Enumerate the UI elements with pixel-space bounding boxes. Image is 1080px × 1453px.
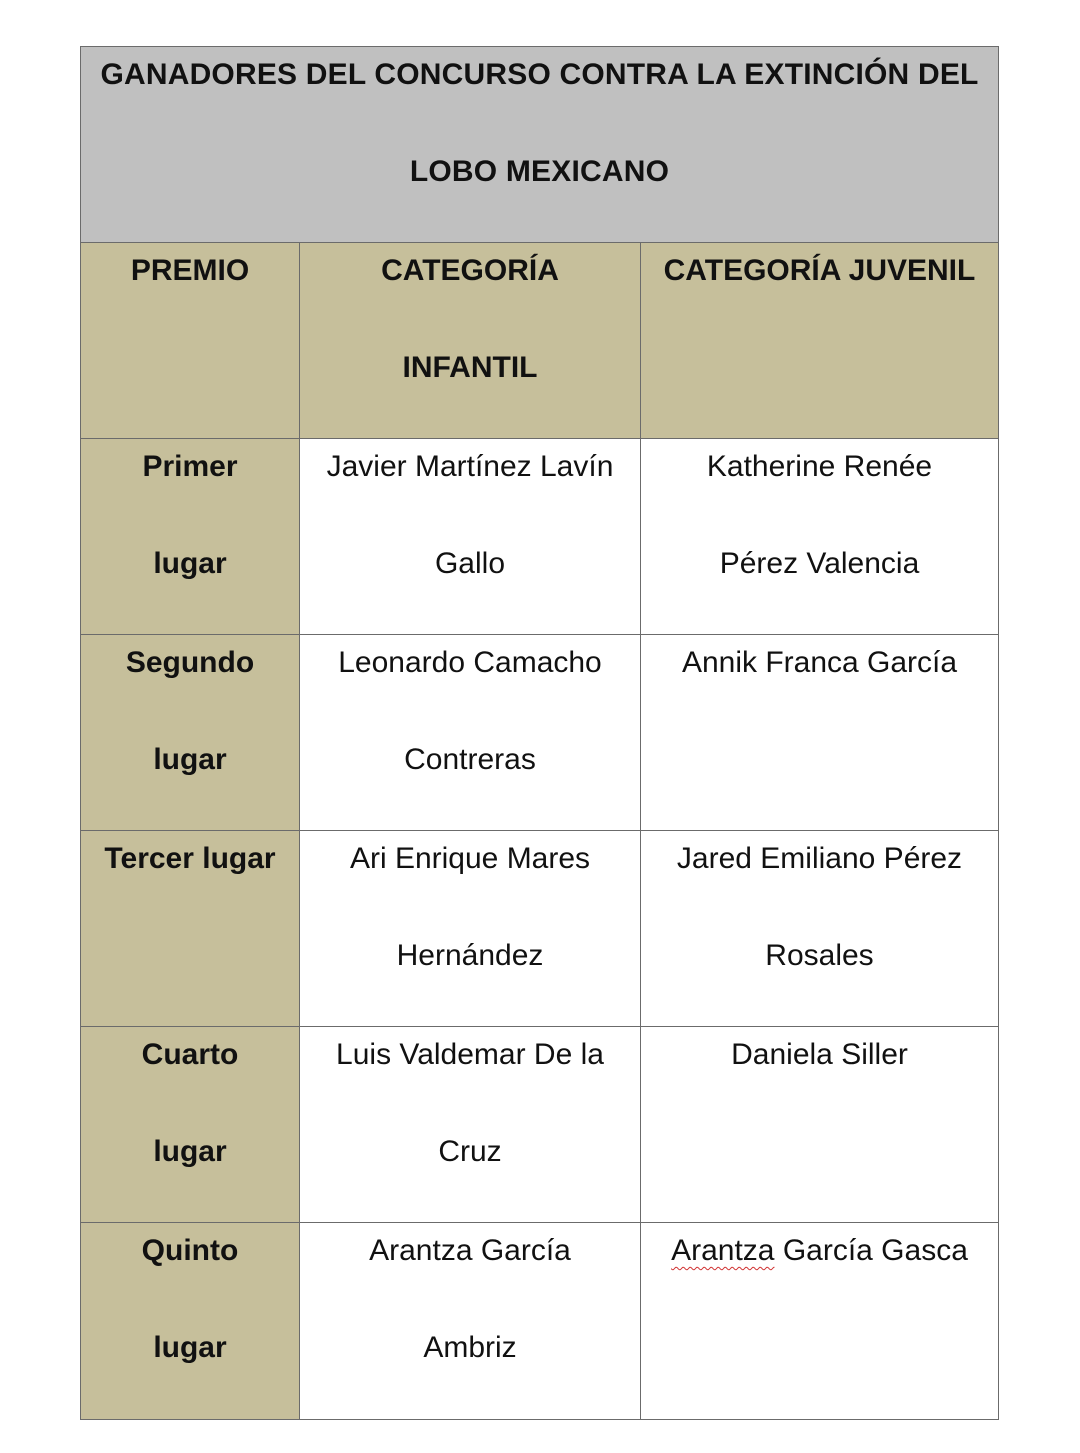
infantil-winner-cell: Leonardo Camacho Contreras xyxy=(300,635,641,830)
juvenil-winner-cell: Daniela Siller xyxy=(731,1038,908,1071)
winners-table xyxy=(80,46,999,1420)
infantil-winner-cell: Arantza García Ambriz xyxy=(300,1223,641,1419)
title-line-1: GANADORES DEL CONCURSO CONTRA LA EXTINCIÓN DEL xyxy=(100,58,979,91)
table-row xyxy=(81,831,998,1027)
juvenil-winner-cell: Annik Franca García xyxy=(681,646,958,679)
prize-cell: Tercer lugar xyxy=(81,831,300,1026)
table-row xyxy=(81,635,998,831)
prize-cell: Segundo lugar xyxy=(81,635,300,830)
table-title xyxy=(81,47,998,243)
prize-cell: Cuarto lugar xyxy=(81,1027,300,1222)
infantil-winner-cell: Luis Valdemar De la Cruz xyxy=(300,1027,641,1222)
prize-cell: Quinto lugar xyxy=(81,1223,300,1419)
title-line-2: LOBO MEXICANO xyxy=(409,155,670,188)
header-categoria-infantil: CATEGORÍA INFANTIL xyxy=(300,243,641,438)
table-row xyxy=(81,1223,998,1419)
header-premio: PREMIO xyxy=(81,243,300,438)
table-row xyxy=(81,1027,998,1223)
juvenil-winner-cell: Jared Emiliano Pérez Rosales xyxy=(676,842,963,972)
infantil-winner-cell: Ari Enrique Mares Hernández xyxy=(300,831,641,1026)
juvenil-winner-cell xyxy=(641,1223,998,1419)
table-row xyxy=(81,439,998,635)
header-row xyxy=(81,243,998,439)
header-categoria-juvenil: CATEGORÍA JUVENIL xyxy=(641,243,998,438)
juvenil-name-line: Arantza García Gasca xyxy=(671,1234,968,1267)
spellcheck-underlined-word: Arantza xyxy=(671,1234,775,1267)
prize-cell: Primer lugar xyxy=(81,439,300,634)
juvenil-winner-cell: Katherine Renée Pérez Valencia xyxy=(706,450,933,580)
infantil-winner-cell: Javier Martínez Lavín Gallo xyxy=(300,439,641,634)
